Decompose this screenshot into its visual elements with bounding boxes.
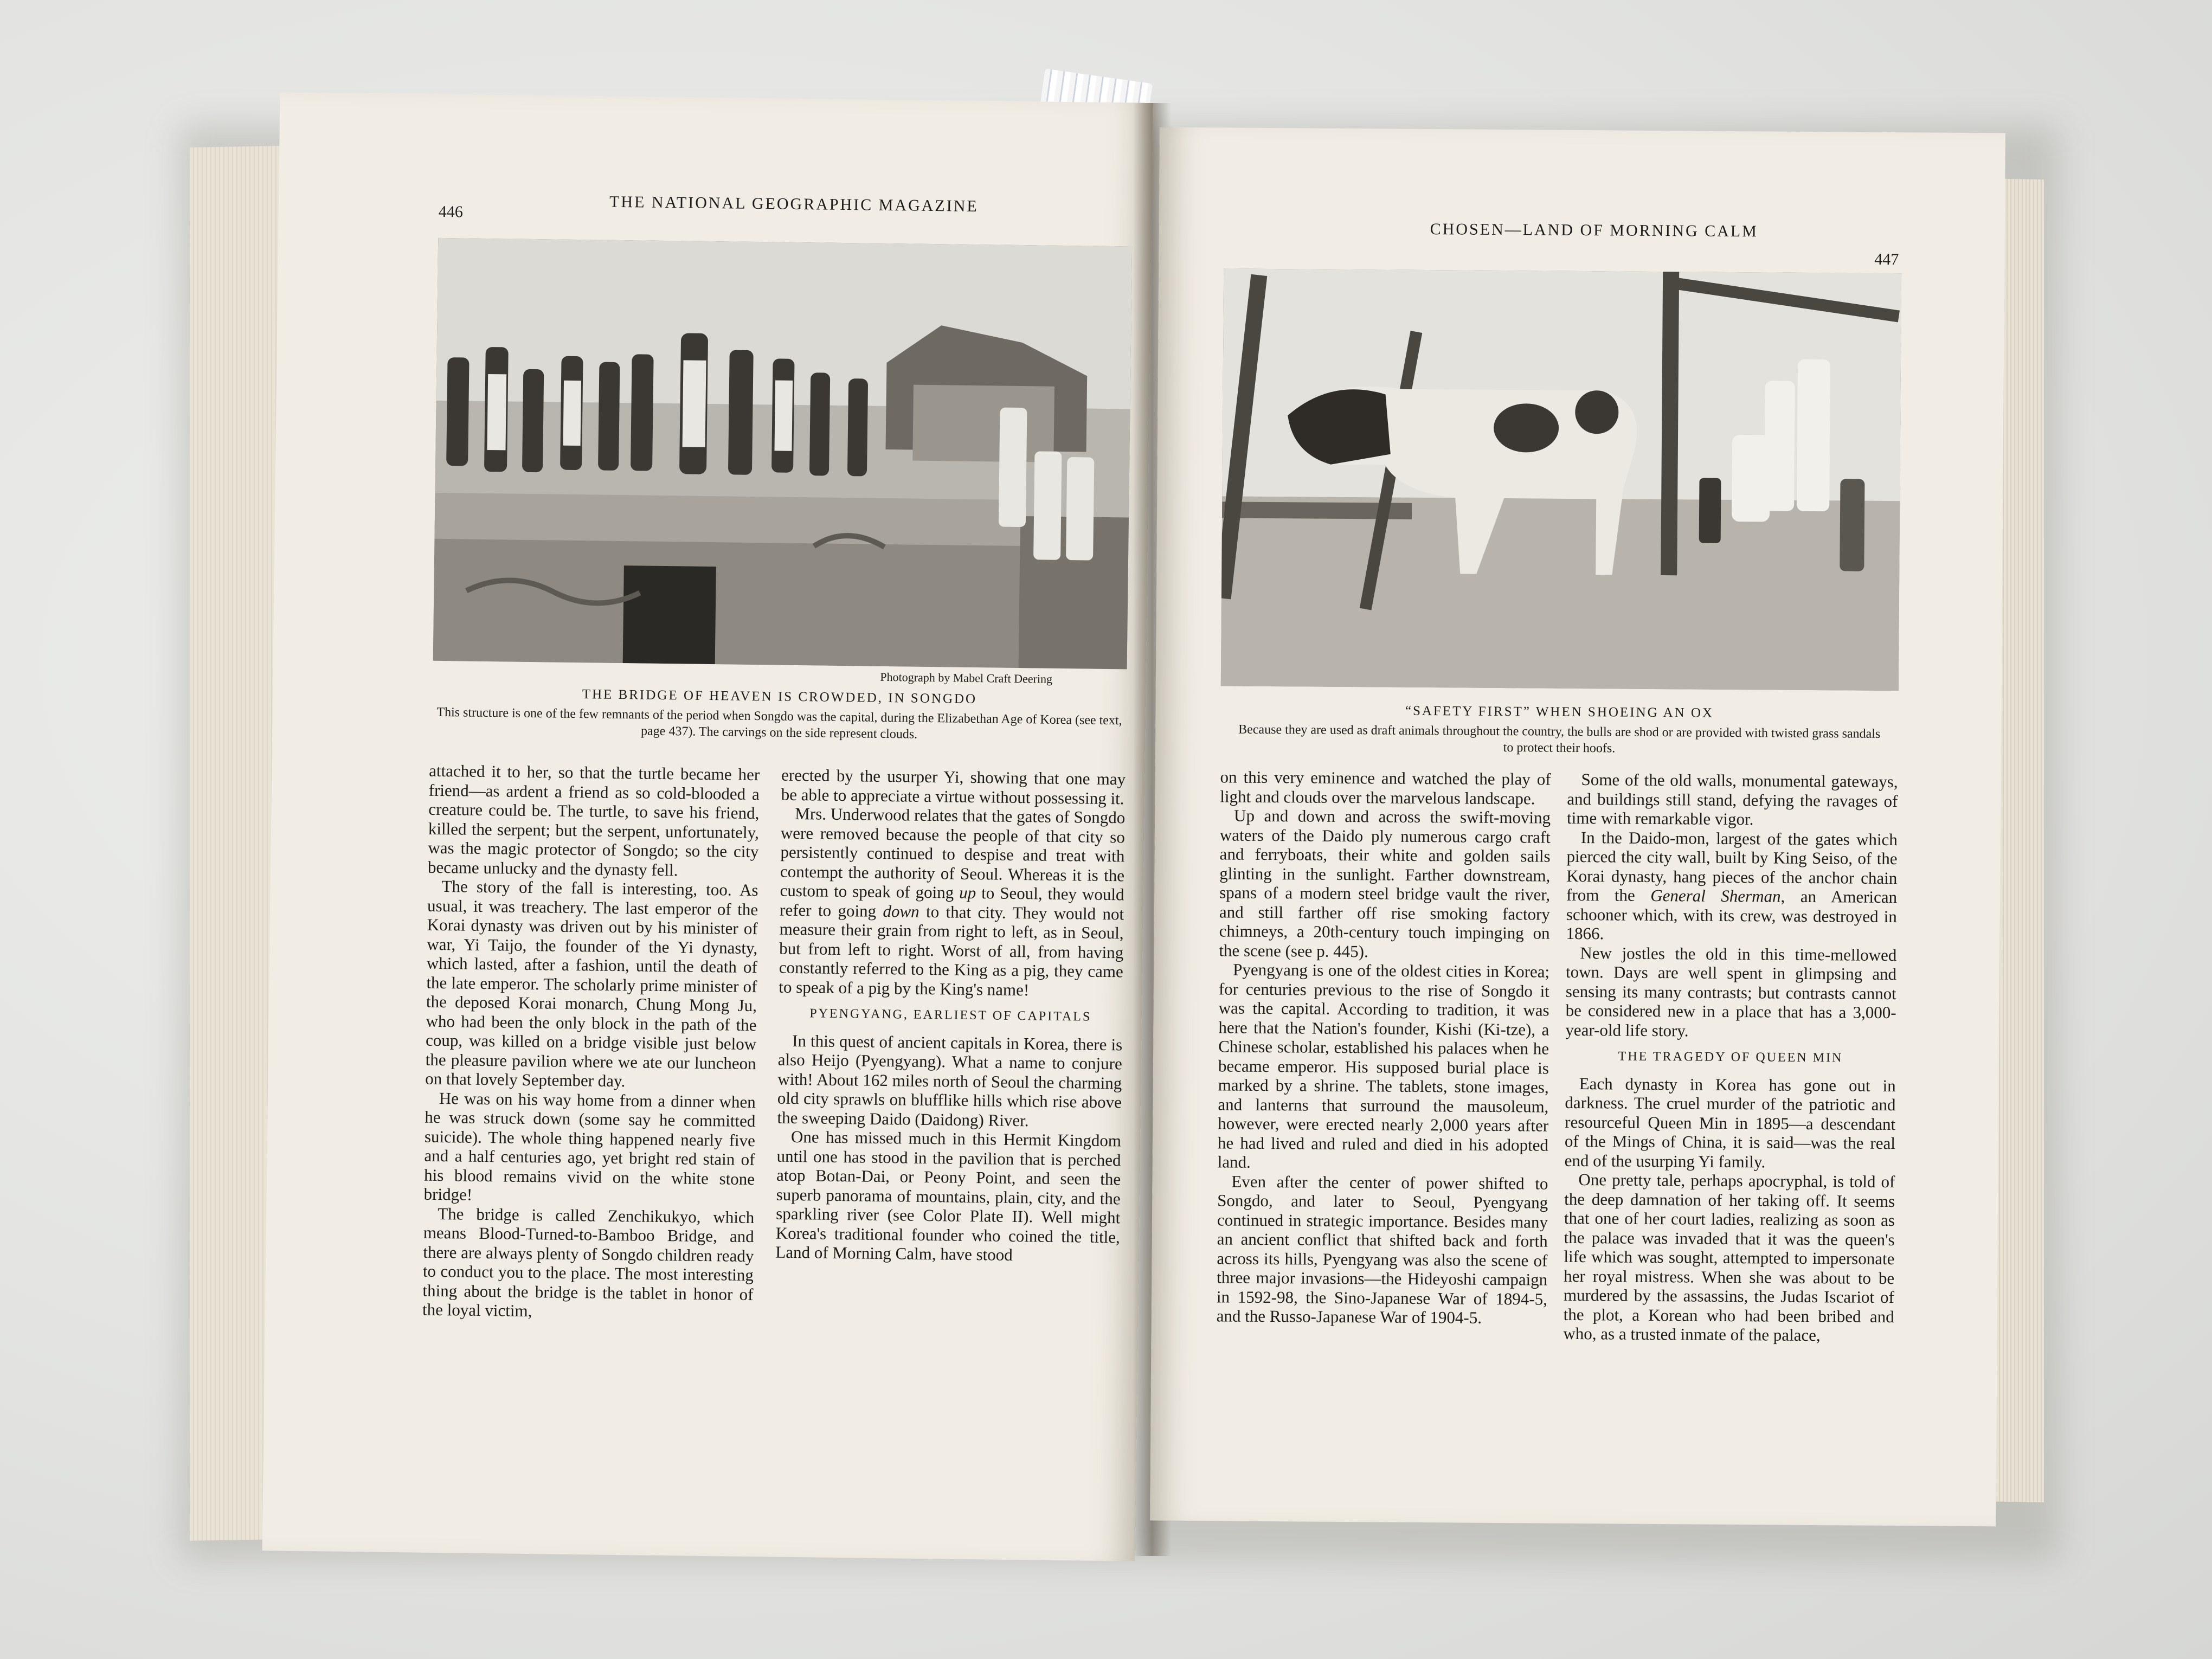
photo-caption-title: “SAFETY FIRST” WHEN SHOEING AN OX	[1405, 703, 1714, 721]
text-run: to that city. They would not measure their grain from right to left, as in Seoul, but from left to right. Worst of all, from having constantly referred to the King as a pig, they came to speak of a pig by the King's name!	[779, 902, 1124, 999]
text-run: , an American schooner which, with its crew, was destroyed in 1866.	[1566, 886, 1898, 943]
section-heading: PYENGYANG, EARLIEST OF CAPITALS	[809, 1006, 1092, 1024]
paragraph: One has missed much in this Hermit Kingdom until one has stood in the pavilion that is perched atop Botan-Dai, or Peony Point, and seen the superb panorama of mountains, plain, city, and the sparkling river (see Color Plate II). Well might Korea's traditional founder who coined the title, Land of Morning Calm, have stood	[775, 1127, 1122, 1264]
bridge-of-heaven-photo	[433, 238, 1132, 670]
ox-shoeing-photo	[1221, 268, 1901, 691]
paragraph	[1566, 827, 1898, 945]
running-head: CHOSEN—LAND OF MORNING CALM	[1430, 220, 1758, 241]
text-run: to Seoul, they would refer to going	[779, 883, 1124, 921]
paragraph: Each dynasty in Korea has gone out in darkness. The cruel murder of the patriotic and resourceful Queen Min in 1895—a descendant of the Mings of China, it is said—was the real end of the usurping Yi family.	[1564, 1073, 1896, 1171]
paragraph: Even after the center of power shifted to Songdo, and later to Seoul, Pyengyang continued in strategic importance. Besides many an ancient conflict that shifted back and forth across its hills, Pyengyang was also the scene of three major invasions—the Hideyoshi campaign in 1592-98, the Sino-Japanese War of 1894-5, and the Russo-Japanese War of 1904-5.	[1216, 1172, 1548, 1327]
paragraph: on this very eminence and watched the play of light and clouds over the marvelous landscape.	[1220, 767, 1551, 808]
ox-photo-image	[1221, 268, 1901, 691]
right-page	[1150, 127, 2005, 1527]
paragraph: In this quest of ancient capitals in Korea, there is also Heijo (Pyengyang). What a name to conjure with! About 162 miles north of Seoul the charming old city sprawls on blufflike hills which rise above the sweeping Daido (Daidong) River.	[777, 1031, 1123, 1130]
italic-word: up	[959, 883, 976, 903]
right-column-1	[1217, 767, 1551, 1328]
photo-caption-title: THE BRIDGE OF HEAVEN IS CROWDED, IN SONGDO	[582, 687, 978, 707]
page-number: 446	[438, 202, 464, 221]
italic-ship-name: General Sherman	[1650, 885, 1781, 906]
paragraph: One pretty tale, perhaps apocryphal, is told of the deep damnation of her taking off. It seems that one of her court ladies, realizing as soon as the palace was invaded that it was the queen's life which was sought, attempted to impersonate her royal mistress. When she was about to be murdered by the assassins, the Judas Iscariot of the plot, a Korean who had been bribed and who, as a trusted inmate of the palace,	[1563, 1170, 1895, 1345]
paragraph: New jostles the old in this time-mellowed town. Days are well spent in glimpsing and sensing its many contrasts; but contrasts cannot be considered new in a place that has a 3,000-year-old life story.	[1565, 943, 1897, 1040]
paragraph: erected by the usurper Yi, showing that one may be able to appreciate a virtue without possessing it.	[781, 765, 1126, 808]
paragraph: Pyengyang is one of the oldest cities in Korea; for centuries previous to the rise of Songdo it was the capital. According to tradition, it was here that the Nation's founder, Kishi (Ki-tze), a Chinese scholar, established his palaces when he became emperor. His supposed burial place is marked by a shrine. The tablets, stone images, and lanterns that surround the mausoleum, however, were erected nearly 2,000 years after he had lived and ruled and died in his adopted land.	[1217, 960, 1550, 1172]
photo-caption-text: Because they are used as draft animals throughout the country, the bulls are shod or are provided with twisted grass sandals to protect their hoofs.	[1238, 722, 1881, 756]
photo-caption-text: This structure is one of the few remnants of the period when Songdo was the capital, during the Elizabethan Age of Korea (see text, page 437). The carvings on the side represent clouds.	[436, 705, 1122, 742]
section-heading: THE TRAGEDY OF QUEEN MIN	[1618, 1049, 1843, 1065]
page-number: 447	[1874, 250, 1899, 269]
paragraph: The bridge is called Zenchikukyo, which means Blood-Turned-to-Bamboo Bridge, and there are always plenty of Songdo children ready to conduct you to the place. The most interesting thing about the bridge is the tablet in honor of the loyal victim,	[422, 1204, 755, 1321]
right-column-2	[1563, 770, 1898, 1346]
paragraph: attached it to her, so that the turtle became her friend—as ardent a friend as so cold-blooded a creature could be. The turtle, to save his friend, killed the serpent; but the serpent, unfortunately, was the magic protector of Songdo; so the city became unlucky and the dynasty fell.	[427, 761, 760, 879]
paragraph: Up and down and across the swift-moving waters of the Daido ply numerous cargo craft and ferryboats, their white and golden sails glinting in the sunlight. Farther downstream, spans of a modern steel bridge vault the river, and still farther off rise smoking factory chimneys, a 20th-century touch impinging on the scene (see p. 445).	[1219, 806, 1551, 961]
paragraph: The story of the fall is interesting, too. As usual, it was treachery. The last emperor of the Korai dynasty was driven out by his minister of war, Yi Taijo, the founder of the Yi dynasty, which lasted, after a fashion, until the death of the late emperor. The scholarly prime minister of the deposed Korai monarch, Chung Mong Ju, who had been the only block in the path of the coup, was killed on a bridge visible just below the pleasure pavilion where we ate our luncheon on that lovely September day.	[425, 877, 758, 1091]
text-run: Mrs. Underwood relates that the gates of Songdo were removed because the people of that city so persistently continued to despise and treat with contempt the authority of Seoul. Whereas it is the custom to speak of going	[780, 803, 1126, 902]
text-run: In the Daido-mon, largest of the gates which pierced the city wall, built by King Seiso, of the Korai dynasty, hang pieces of the anchor chain from the	[1566, 827, 1898, 905]
photo-credit: Photograph by Mabel Craft Deering	[880, 670, 1053, 686]
running-head: THE NATIONAL GEOGRAPHIC MAGAZINE	[609, 192, 979, 216]
paragraph: He was on his way home from a dinner when he was struck down (some say he committed suicide). The whole thing happened nearly five and a half centuries ago, yet bright red stain of his blood remains vivid on the white stone bridge!	[423, 1088, 756, 1204]
paragraph: Some of the old walls, monumental gateways, and buildings still stand, defying the ravages of time with remarkable vigor.	[1566, 770, 1898, 829]
left-column-2	[775, 766, 1126, 1266]
left-column-1	[422, 761, 760, 1323]
bridge-photo-image	[433, 238, 1132, 670]
left-page	[262, 92, 1153, 1561]
italic-word: down	[883, 901, 919, 921]
paragraph	[779, 804, 1125, 1001]
